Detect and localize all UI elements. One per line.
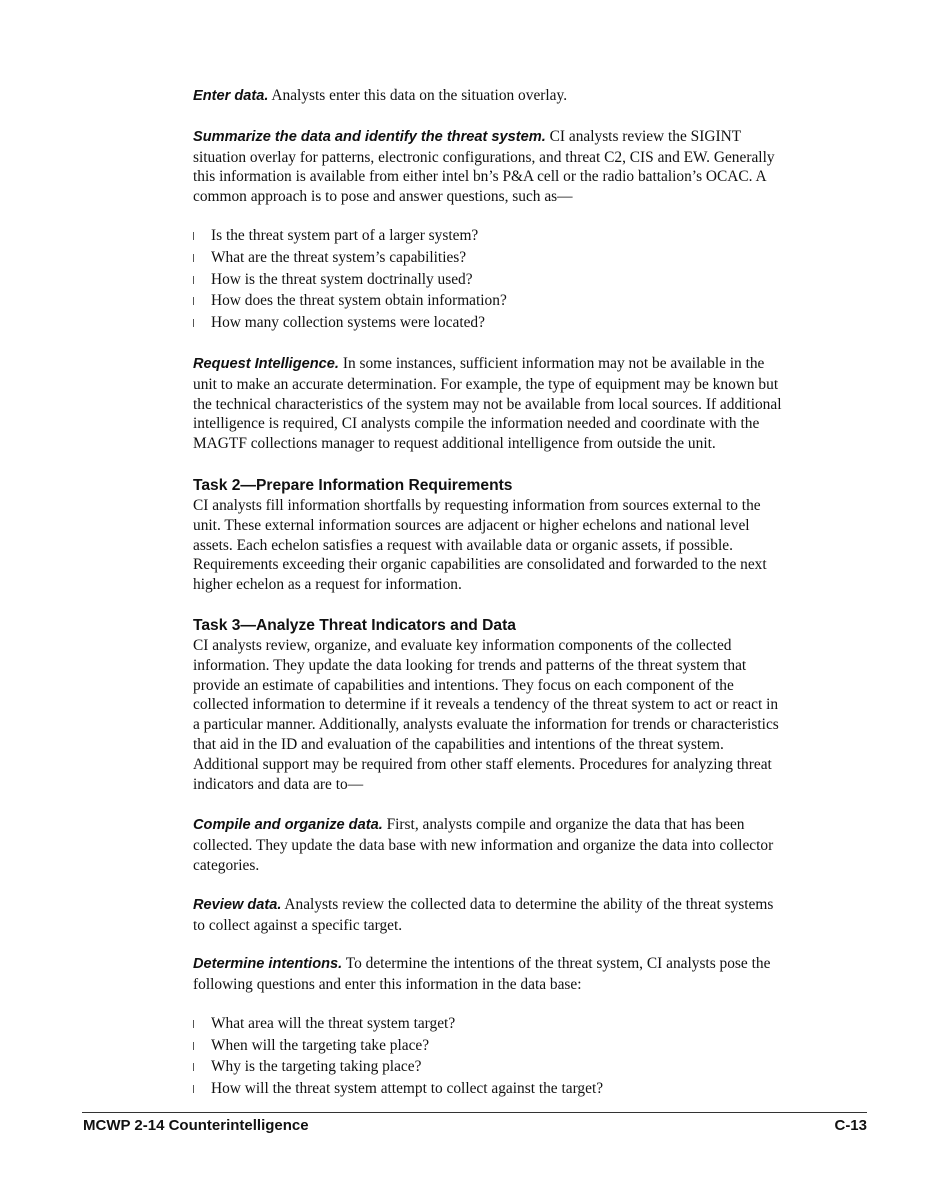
list-item-text: What are the threat system’s capabilities? xyxy=(211,248,467,266)
list-item xyxy=(193,312,783,334)
list-item-text: How will the threat system attempt to collect against the target? xyxy=(211,1080,604,1098)
paragraph-determine-intentions xyxy=(193,954,783,995)
list-item xyxy=(193,1078,783,1100)
bullet-icon xyxy=(193,232,194,240)
paragraph-request-intelligence xyxy=(193,354,783,454)
run-in-heading: Request Intelligence. xyxy=(193,355,339,372)
paragraph-text: To determine the intentions of the threat system, CI analysts pose the following questions and enter this information in the data base: xyxy=(193,955,771,994)
list-item-text: How many collection systems were located? xyxy=(211,314,485,332)
paragraph-compile-data xyxy=(193,815,783,875)
paragraph-text: Analysts review the collected data to determine the ability of the threat systems to collect against a specific target. xyxy=(193,895,774,934)
paragraph-summarize xyxy=(193,127,783,207)
run-in-heading: Compile and organize data. xyxy=(193,817,383,834)
paragraph-text: CI analysts review the SIGINT situation overlay for patterns, electronic configurations, and threat C2, CIS and EW. Generally this information is available from either intel bn’s P&A cell or the radio battalion’s OCAC. A common approach is to pose and answer questions, such as— xyxy=(193,127,775,206)
footer-divider xyxy=(82,1112,867,1113)
question-list-threat-system xyxy=(193,225,783,334)
section-heading-task3: Task 3—Analyze Threat Indicators and Data xyxy=(193,616,516,634)
bullet-icon xyxy=(193,1020,194,1028)
list-item-text: Is the threat system part of a larger system? xyxy=(211,226,479,244)
footer-page-number: C-13 xyxy=(834,1117,867,1134)
list-item-text: What area will the threat system target? xyxy=(211,1014,456,1032)
bullet-icon xyxy=(193,1042,194,1050)
bullet-icon xyxy=(193,1085,194,1093)
question-list-intentions xyxy=(193,1013,783,1100)
bullet-icon xyxy=(193,276,194,284)
page-body xyxy=(193,86,783,1120)
paragraph-review-data xyxy=(193,895,783,936)
paragraph-task2: CI analysts fill information shortfalls by requesting information from sources external to the unit. These external information sources are adjacent or higher echelons and national level assets. Each echelon satisfies a request with available data or organic assets, if possible. Requirements exceeding their organic capabilities are consolidated and forwarded to the next higher echelon as a request for information. xyxy=(193,496,767,594)
paragraph-enter-data xyxy=(193,86,783,107)
list-item-text: How is the threat system doctrinally used? xyxy=(211,270,473,288)
paragraph-text: First, analysts compile and organize the data that has been collected. They update the data base with new information and organize the data into collector categories. xyxy=(193,816,774,874)
run-in-heading: Enter data. xyxy=(193,88,269,104)
list-item xyxy=(193,1056,783,1078)
list-item xyxy=(193,1013,783,1035)
run-in-heading: Review data. xyxy=(193,896,282,913)
list-item-text: Why is the targeting taking place? xyxy=(211,1058,422,1076)
list-item-text: When will the targeting take place? xyxy=(211,1036,430,1054)
section-heading-task2: Task 2—Prepare Information Requirements xyxy=(193,476,513,494)
run-in-heading: Determine intentions. xyxy=(193,956,343,973)
paragraph-task3: CI analysts review, organize, and evaluate key information components of the collected information. They update the data looking for trends and patterns of the threat system that provide an estimate of capabilities and intentions. They focus on each component of the collected information to determine if it reveals a tendency of the threat system to act or react in a particular manner. Additionally, analysts evaluate the information for trends or characteristics that aid in the ID and evaluation of the capabilities and intentions of the threat system. Additional support may be required from other staff elements. Procedures for analyzing threat indicators and data are to— xyxy=(193,636,779,793)
bullet-icon xyxy=(193,1063,194,1071)
list-item xyxy=(193,247,783,269)
list-item xyxy=(193,1035,783,1057)
paragraph-text: Analysts enter this data on the situation overlay. xyxy=(268,87,568,104)
bullet-icon xyxy=(193,254,194,262)
bullet-icon xyxy=(193,319,194,327)
bullet-icon xyxy=(193,297,194,305)
list-item xyxy=(193,269,783,291)
list-item xyxy=(193,225,783,247)
paragraph-text: In some instances, sufficient information may not be available in the unit to make an accurate determination. For example, the type of equipment may be known but the technical characteristics of the system may not be available from local sources. If additional intelligence is required, CI analysts compile the information needed and coordinate with the MAGTF collections manager to request additional intelligence from outside the unit. xyxy=(193,354,782,453)
run-in-heading: Summarize the data and identify the threat system. xyxy=(193,128,546,145)
footer-publication-title: MCWP 2-14 Counterintelligence xyxy=(83,1117,309,1134)
list-item-text: How does the threat system obtain information? xyxy=(211,292,507,310)
list-item xyxy=(193,290,783,312)
